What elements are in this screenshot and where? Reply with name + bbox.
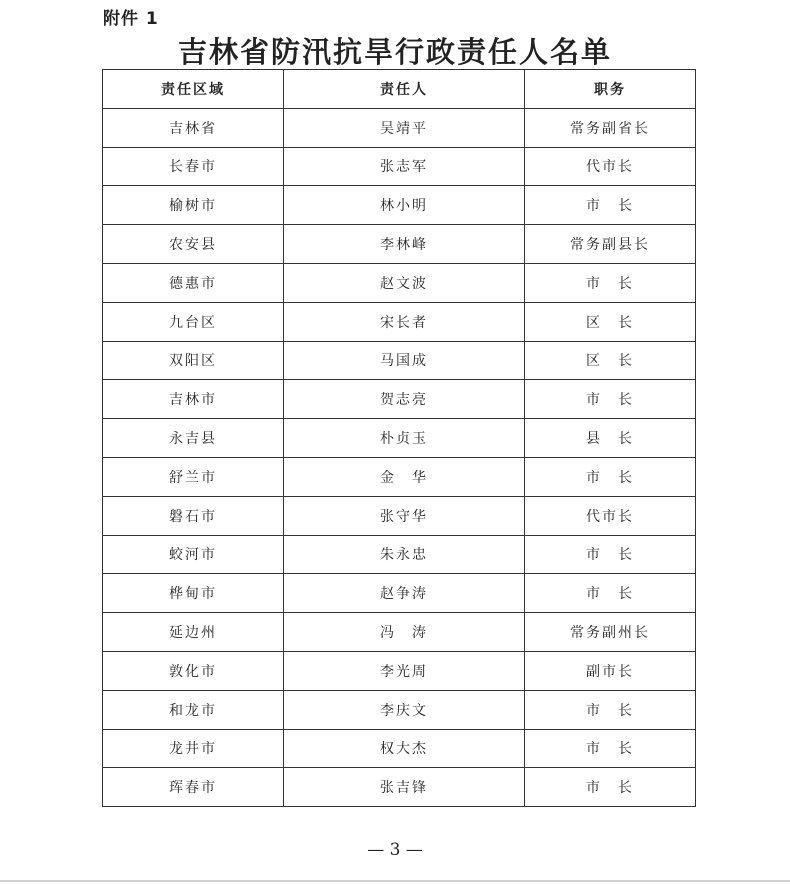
position-cell: 区 长 bbox=[525, 302, 696, 341]
region-cell: 桦甸市 bbox=[103, 574, 284, 613]
region-cell: 敦化市 bbox=[103, 651, 284, 690]
position-cell: 常务副县长 bbox=[525, 225, 696, 264]
header-region: 责任区域 bbox=[103, 70, 284, 109]
position-cell: 市 长 bbox=[525, 535, 696, 574]
page-number: — 3 — bbox=[367, 840, 423, 860]
attachment-label: 附件 1 bbox=[103, 9, 159, 29]
region-cell: 磐石市 bbox=[103, 496, 284, 535]
person-cell: 张志军 bbox=[284, 147, 525, 186]
table-row bbox=[103, 535, 696, 574]
person-cell: 李光周 bbox=[284, 651, 525, 690]
person-cell: 贺志亮 bbox=[284, 380, 525, 419]
table-row bbox=[103, 574, 696, 613]
position-cell: 市 长 bbox=[525, 186, 696, 225]
table-row bbox=[103, 690, 696, 729]
header-position: 职务 bbox=[525, 70, 696, 109]
region-cell: 九台区 bbox=[103, 302, 284, 341]
person-cell: 林小明 bbox=[284, 186, 525, 225]
table-body bbox=[103, 108, 696, 806]
region-cell: 永吉县 bbox=[103, 419, 284, 458]
region-cell: 长春市 bbox=[103, 147, 284, 186]
table-row bbox=[103, 651, 696, 690]
page-bottom-edge bbox=[0, 880, 790, 882]
person-cell: 张守华 bbox=[284, 496, 525, 535]
table-row bbox=[103, 729, 696, 768]
person-cell: 赵文波 bbox=[284, 263, 525, 302]
region-cell: 双阳区 bbox=[103, 341, 284, 380]
table-row bbox=[103, 380, 696, 419]
position-cell: 市 长 bbox=[525, 768, 696, 807]
table-row bbox=[103, 419, 696, 458]
region-cell: 舒兰市 bbox=[103, 457, 284, 496]
person-cell: 马国成 bbox=[284, 341, 525, 380]
person-cell: 权大杰 bbox=[284, 729, 525, 768]
person-cell: 李庆文 bbox=[284, 690, 525, 729]
position-cell: 代市长 bbox=[525, 147, 696, 186]
table-row bbox=[103, 613, 696, 652]
person-cell: 张吉锋 bbox=[284, 768, 525, 807]
table-row bbox=[103, 302, 696, 341]
document-title: 吉林省防汛抗旱行政责任人名单 bbox=[177, 35, 612, 69]
table-row bbox=[103, 186, 696, 225]
region-cell: 吉林省 bbox=[103, 108, 284, 147]
table-row bbox=[103, 225, 696, 264]
region-cell: 蛟河市 bbox=[103, 535, 284, 574]
person-cell: 赵争涛 bbox=[284, 574, 525, 613]
person-cell: 冯 涛 bbox=[284, 613, 525, 652]
position-cell: 代市长 bbox=[525, 496, 696, 535]
position-cell: 市 长 bbox=[525, 457, 696, 496]
position-cell: 副市长 bbox=[525, 651, 696, 690]
position-cell: 市 长 bbox=[525, 263, 696, 302]
region-cell: 吉林市 bbox=[103, 380, 284, 419]
position-cell: 区 长 bbox=[525, 341, 696, 380]
region-cell: 德惠市 bbox=[103, 263, 284, 302]
position-cell: 市 长 bbox=[525, 380, 696, 419]
person-cell: 朴贞玉 bbox=[284, 419, 525, 458]
table-row bbox=[103, 147, 696, 186]
person-cell: 金 华 bbox=[284, 457, 525, 496]
person-cell: 朱永忠 bbox=[284, 535, 525, 574]
header-person: 责任人 bbox=[284, 70, 525, 109]
position-cell: 常务副州长 bbox=[525, 613, 696, 652]
region-cell: 和龙市 bbox=[103, 690, 284, 729]
table-row bbox=[103, 341, 696, 380]
table-header-row bbox=[103, 70, 696, 109]
responsibility-table bbox=[102, 69, 696, 807]
position-cell: 常务副省长 bbox=[525, 108, 696, 147]
region-cell: 龙井市 bbox=[103, 729, 284, 768]
position-cell: 市 长 bbox=[525, 574, 696, 613]
position-cell: 市 长 bbox=[525, 729, 696, 768]
person-cell: 宋长者 bbox=[284, 302, 525, 341]
region-cell: 榆树市 bbox=[103, 186, 284, 225]
region-cell: 珲春市 bbox=[103, 768, 284, 807]
table-row bbox=[103, 496, 696, 535]
table-row bbox=[103, 263, 696, 302]
position-cell: 县 长 bbox=[525, 419, 696, 458]
region-cell: 农安县 bbox=[103, 225, 284, 264]
table-row bbox=[103, 768, 696, 807]
person-cell: 吴靖平 bbox=[284, 108, 525, 147]
table-row bbox=[103, 108, 696, 147]
table-row bbox=[103, 457, 696, 496]
position-cell: 市 长 bbox=[525, 690, 696, 729]
person-cell: 李林峰 bbox=[284, 225, 525, 264]
region-cell: 延边州 bbox=[103, 613, 284, 652]
